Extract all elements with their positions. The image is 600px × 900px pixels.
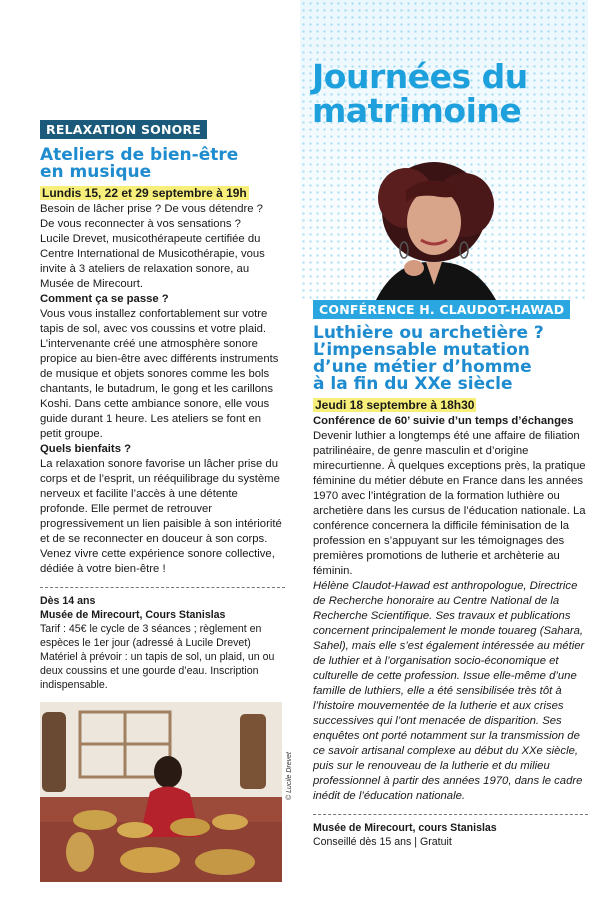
audience-info: Conseillé dès 15 ans | Gratuit bbox=[313, 836, 452, 848]
intro-question: Besoin de lâcher prise ? De vous détendre ? bbox=[40, 203, 263, 215]
hero-title-line: matrimoine bbox=[312, 91, 522, 130]
body-text: Devenir luthier a longtemps été une affaire de filiation patrilinéaire, de genre masculin et d’origine mirecurtienne. À quelques exceptions près, la pratique féminine du métier débute en France dans les années 1970 avec l’intégration de la formation luthière ou archetière dans les cursus de l’éducation nationale. La conférence concernera la difficile féminisation de la profession en s’appuyant sur les témoignages des premières promotions de lutherie et archèterie au féminin. bbox=[313, 430, 586, 577]
price-info: Tarif : 45€ le cycle de 3 séances ; règlement en espèces le 1er jour (adressé à Lucile Drevet) bbox=[40, 623, 262, 649]
age-info: Dès 14 ans bbox=[40, 595, 96, 607]
divider bbox=[40, 587, 285, 588]
title-line: L’impensable mutation bbox=[313, 340, 530, 360]
event-date: Jeudi 18 septembre à 18h30 bbox=[315, 398, 475, 412]
title-line: Luthière ou archetière ? bbox=[313, 323, 544, 343]
equipment-info: Matériel à prévoir : un tapis de sol, un plaid, un ou deux coussins et une gourde d’eau. Inscription indispensable. bbox=[40, 651, 275, 691]
photo-credit: © Lucile Drevet bbox=[286, 752, 293, 800]
intro-body: Lucile Drevet, musicothérapeute certifiée du Centre International de Musicothérapie, vous invite à 3 ateliers de relaxation sonore, au Musée de Mirecourt. bbox=[40, 233, 265, 290]
section-tag: CONFÉRENCE H. CLAUDOT-HAWAD bbox=[313, 300, 570, 319]
conference-article bbox=[313, 0, 588, 849]
event-date: Lundis 15, 22 et 29 septembre à 19h bbox=[42, 186, 247, 200]
subheading: Comment ça se passe ? bbox=[40, 293, 169, 305]
speaker-portrait bbox=[356, 150, 511, 300]
speaker-bio: Hélène Claudot-Hawad est anthropologue, Directrice de Recherche honoraire au Centre National de la Recherche Scientifique. Ses travaux et publications concernent principalement le monde touareg (Sahara, Sahel), mais elle s’est également intéressée au métier de luthier et à l’organisation socio-économique et culturelle de cette profession. Issue elle-même d’une famille de luthiers, elle a été sensibilisée très tôt à l’histoire mouvementée de la lutherie et aux crises successives qui l’ont menacée de disparition. Ses enquêtes ont porté notamment sur la transmission de ce savoir artisanal complexe au début du XXe siècle, puis sur le renouveau de la lutherie et du milieu professionnel à partir des années 1970, dans le cadre inédit de l’éducation nationale. bbox=[313, 580, 585, 802]
body-text: La relaxation sonore favorise un lâcher prise du corps et de l’esprit, un rééquilibrage du système nerveux et facilite l’accès à une détente profonde. Elle permet de retrouver progressivement un lien paisible à son intériorité et de se reconnecter en douceur à son corps. Venez vivre cette expérience sonore collective, dédiée à votre bien-être ! bbox=[40, 458, 282, 575]
venue: Musée de Mirecourt, cours Stanislas bbox=[313, 822, 497, 834]
relaxation-photo bbox=[40, 702, 282, 882]
hero-banner bbox=[300, 0, 588, 300]
venue: Musée de Mirecourt, Cours Stanislas bbox=[40, 609, 226, 621]
divider bbox=[313, 814, 588, 815]
relaxation-article bbox=[40, 120, 285, 882]
title-line: en musique bbox=[40, 162, 152, 182]
body-text: Vous vous installez confortablement sur votre tapis de sol, avec vos coussins et votre plaid. L’intervenante créé une atmosphère sonore propice au bien-être avec différents instruments de musique et objets sonores comme les bols chantants, le butadrum, le gong et les carillons Koshi. Dans cette ambiance sonore, elle vous guide durant 1 heure. Les ateliers se font en petit groupe. bbox=[40, 308, 279, 440]
intro-question: De vous reconnecter à vos sensations ? bbox=[40, 218, 241, 230]
title-line: d’une métier d’homme bbox=[313, 357, 532, 377]
hero-title bbox=[312, 57, 528, 130]
subheading: Conférence de 60’ suivie d’un temps d’échanges bbox=[313, 415, 574, 427]
subheading: Quels bienfaits ? bbox=[40, 443, 132, 455]
section-tag: RELAXATION SONORE bbox=[40, 120, 207, 139]
hero-title-line: Journées du bbox=[312, 57, 528, 96]
title-line: Ateliers de bien-être bbox=[40, 145, 239, 165]
article-title bbox=[40, 147, 285, 181]
title-line: à la fin du XXe siècle bbox=[313, 374, 513, 394]
article-title bbox=[313, 325, 588, 393]
